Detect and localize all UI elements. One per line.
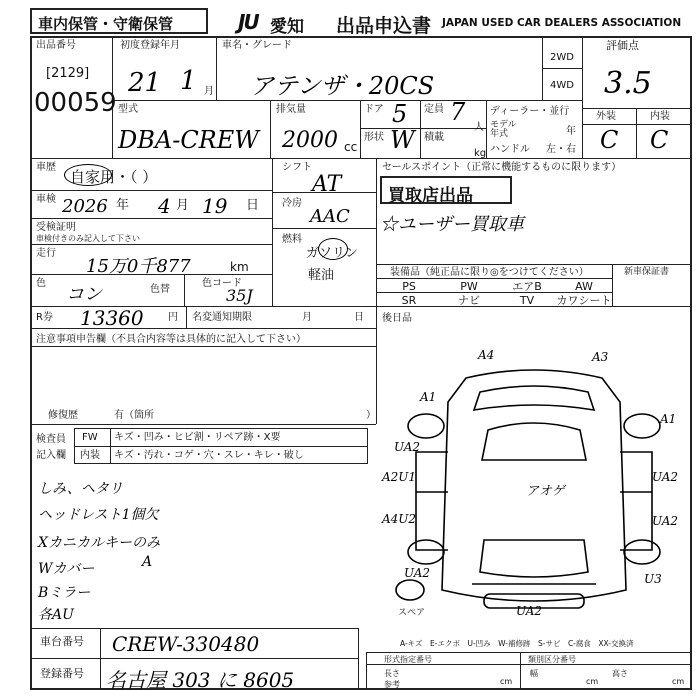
divider: [30, 658, 358, 659]
checker-row1: キズ・凹み・ヒビ割・リペア跡・X要: [114, 432, 281, 443]
fuel-value2: 軽油: [308, 268, 335, 283]
history-value: 自家用・（ ）: [70, 168, 158, 186]
damage-mark: UA2: [394, 440, 421, 454]
divider: [186, 306, 187, 328]
grade-value: 3.5: [604, 66, 652, 101]
exterior-label: 外装: [596, 111, 616, 122]
dealer-row2a: モデル: [490, 120, 517, 130]
damage-mark: A4U2: [382, 512, 417, 526]
divider: [520, 652, 521, 690]
displacement-value: 2000: [282, 128, 338, 153]
notice-month-unit: 月: [302, 312, 312, 323]
divider: [30, 328, 376, 329]
capacity-unit: 人: [474, 122, 484, 133]
warranty-label: 新車保証書: [624, 267, 670, 277]
car-name-label: 車名・グレード: [222, 40, 292, 51]
inspection-label: 車検: [36, 194, 56, 205]
inspection-day-unit: 日: [246, 198, 260, 213]
plate-value: 名古屋 303 に 8605: [106, 668, 295, 692]
interior-label: 内装: [650, 111, 670, 122]
spec-cm: cm: [672, 677, 685, 686]
divider: [110, 428, 111, 464]
first-reg-year: 21: [128, 68, 162, 98]
dealer-row3a: ハンドル: [490, 144, 530, 155]
repair-value: 有（箇所: [114, 410, 154, 421]
divider: [358, 628, 359, 690]
damage-mark: A1: [660, 412, 677, 426]
damage-mark: A1: [420, 390, 437, 404]
first-reg-month-unit: 月: [204, 86, 214, 97]
divider: [100, 628, 101, 690]
remark-line: Bミラー: [38, 585, 91, 601]
spec-ref: 参考: [384, 680, 400, 689]
damage-mark: A2U1: [382, 470, 417, 484]
divider: [612, 264, 613, 306]
damage-mark: UA2: [652, 470, 679, 484]
divider: [542, 68, 582, 69]
shape-value: W: [390, 126, 415, 154]
divider: [30, 218, 272, 219]
damage-mark: アオゲ: [526, 484, 565, 499]
interior-grade: C: [650, 126, 669, 154]
divider: [376, 264, 692, 265]
cooler-label: 冷房: [282, 198, 302, 209]
checker-label2: 記入欄: [36, 450, 66, 461]
displacement-unit: cc: [344, 140, 358, 154]
recycle-value: 13360: [80, 306, 144, 330]
association-name: JAPAN USED CAR DEALERS ASSOCIATION: [442, 17, 682, 29]
shift-value: AT: [312, 172, 342, 197]
repair-close: ）: [366, 410, 376, 421]
equipment-item: ナビ: [458, 294, 480, 307]
equipment-item: SR: [401, 294, 417, 307]
divider: [30, 190, 272, 191]
recycle-label: R券: [36, 312, 53, 323]
lot-sub: [2129]: [46, 66, 90, 81]
displacement-label: 排気量: [276, 104, 306, 115]
divider: [216, 36, 217, 100]
checker-label1: 検査員: [36, 434, 66, 445]
divider: [30, 628, 358, 629]
spare-label: スペア: [398, 608, 426, 618]
divider: [74, 446, 368, 447]
mileage-label: 走行: [36, 248, 56, 259]
divider: [270, 100, 271, 158]
color-code: 35J: [226, 286, 253, 305]
equipment-item: PS: [402, 280, 416, 293]
shift-label: シフト: [282, 162, 312, 173]
cooler-value: AAC: [310, 206, 350, 227]
divider: [420, 100, 421, 158]
spec-cm: cm: [500, 677, 513, 686]
damage-mark: A3: [592, 350, 609, 364]
divider: [30, 424, 376, 425]
spec-length: 長さ: [384, 669, 400, 678]
equipment-item: AW: [575, 280, 593, 293]
type-number-label: 形式指定番号: [384, 655, 432, 664]
checker-row2: キズ・汚れ・コゲ・穴・スレ・キレ・破し: [114, 450, 304, 461]
dealer-row2b: 年式: [490, 129, 509, 139]
equipment-item: カワシート: [556, 294, 612, 307]
divider: [376, 158, 377, 264]
receipt-sub: 車検付きのみ記入して下さい: [36, 234, 140, 243]
notes-label: 注意事項申告欄（不具合内容等は具体的に記入して下さい）: [36, 334, 306, 345]
first-reg-label: 初度登録年月: [120, 40, 180, 51]
divider: [184, 274, 185, 306]
equipment-item: PW: [460, 280, 478, 293]
lot-number: 00059: [34, 88, 117, 118]
recycle-unit: 円: [168, 312, 178, 323]
remark-line: Wカバー: [38, 561, 95, 577]
drive-4wd: 4WD: [550, 80, 574, 91]
damage-legend: A-キズ E-エクボ U-凹み W-補修跡 S-サビ C-腐食 XX-交換済: [400, 639, 634, 648]
buyback-stamp-text: 買取店出品: [388, 186, 473, 206]
spec-width: 幅: [530, 669, 538, 678]
color-code-label: 色コード: [202, 278, 242, 289]
chassis-label: 車台番号: [40, 635, 84, 648]
first-reg-month: 1: [180, 66, 197, 96]
history-label: 車歴: [36, 162, 56, 173]
damage-mark: A4: [478, 348, 495, 362]
wheel-note: A: [142, 554, 153, 570]
mileage-value: 15万0千877: [86, 256, 191, 277]
form-title: 出品申込書: [336, 15, 432, 37]
after-install-label: 後日品: [382, 313, 412, 324]
repair-label: 修復歴: [48, 410, 78, 421]
inspection-month: 4: [158, 194, 171, 218]
divider: [30, 244, 272, 245]
spec-cm: cm: [586, 677, 599, 686]
plate-label: 登録番号: [40, 667, 84, 680]
buyback-stamp: [380, 176, 512, 204]
equipment-item: TV: [519, 294, 535, 307]
damage-mark: UA2: [516, 604, 543, 618]
color-change-label: 色替: [150, 284, 170, 295]
divider: [30, 158, 692, 159]
remark-line: ヘッドレスト1個欠: [38, 507, 159, 523]
car-name-value: アテンザ・20CS: [250, 72, 435, 100]
divider: [486, 100, 487, 158]
storage-badge: [30, 8, 208, 34]
ju-logo: [238, 10, 304, 37]
damage-mark: UA2: [404, 566, 431, 580]
doors-label: ドア: [364, 104, 384, 115]
ju-logo-text: 愛知: [270, 17, 304, 37]
mileage-unit: km: [230, 260, 249, 274]
capacity-label: 定員: [424, 104, 444, 115]
fuel-value1: ガソリン: [306, 246, 359, 261]
load-label: 積載: [424, 132, 444, 143]
fuel-circle: [318, 238, 348, 260]
model-value: DBA-CREW: [118, 126, 259, 154]
receipt-label: 受検証明: [36, 222, 76, 233]
color-value: コン: [66, 284, 102, 305]
equipment-item: エアB: [512, 280, 542, 293]
divider: [360, 128, 486, 129]
divider: [582, 108, 692, 109]
notice-day-unit: 日: [354, 312, 364, 323]
exterior-grade: C: [600, 126, 619, 154]
load-unit: kg: [474, 148, 487, 159]
checker-interior: 内装: [80, 450, 100, 461]
spec-height: 高さ: [612, 669, 628, 678]
divider: [636, 108, 637, 158]
divider: [272, 158, 273, 306]
shape-label: 形状: [364, 132, 384, 143]
color-label: 色: [36, 278, 46, 289]
inspection-day: 19: [202, 194, 228, 218]
dealer-row1: ディーラー・並行: [490, 106, 570, 117]
capacity-value: 7: [450, 98, 466, 126]
remark-line: 各AU: [38, 607, 74, 623]
chassis-value: CREW-330480: [112, 632, 260, 656]
divider: [582, 36, 583, 158]
notice-label: 名変通知期限: [192, 312, 252, 323]
drive-2wd: 2WD: [550, 52, 574, 63]
divider: [376, 278, 612, 279]
divider: [272, 228, 376, 229]
damage-mark: UA2: [652, 514, 679, 528]
selling-note: ☆ユーザー買取車: [380, 214, 524, 235]
remark-line: しみ、ヘタリ: [38, 481, 123, 497]
remark-line: Xカニカルキーのみ: [38, 535, 160, 551]
dealer-row3b: 左・右: [546, 144, 576, 155]
divider: [376, 264, 377, 306]
grade-label: 評価点: [606, 39, 639, 52]
storage-badge-text: 車内保管・守衛保管: [38, 15, 174, 33]
inspection-year: 2026: [62, 196, 108, 217]
ju-logo-mark: JU: [238, 10, 258, 34]
inspection-month-unit: 月: [176, 198, 190, 213]
selling-label: セールスポイント（正常に機能するものに限ります）: [382, 162, 622, 173]
divider: [582, 124, 692, 125]
inspection-year-unit: 年: [116, 198, 130, 213]
divider: [360, 100, 361, 158]
doors-value: 5: [392, 100, 408, 128]
checker-fw: FW: [82, 432, 98, 443]
dealer-row2c: 年: [566, 126, 576, 137]
class-number-label: 類別区分番号: [528, 655, 576, 664]
damage-mark: U3: [644, 572, 662, 586]
divider: [30, 346, 376, 347]
fuel-label: 燃料: [282, 234, 302, 245]
model-label: 型式: [118, 104, 138, 115]
equipment-label: 装備品（純正品に限り◎をつけてください）: [390, 267, 589, 278]
lot-label: 出品番号: [36, 40, 76, 51]
